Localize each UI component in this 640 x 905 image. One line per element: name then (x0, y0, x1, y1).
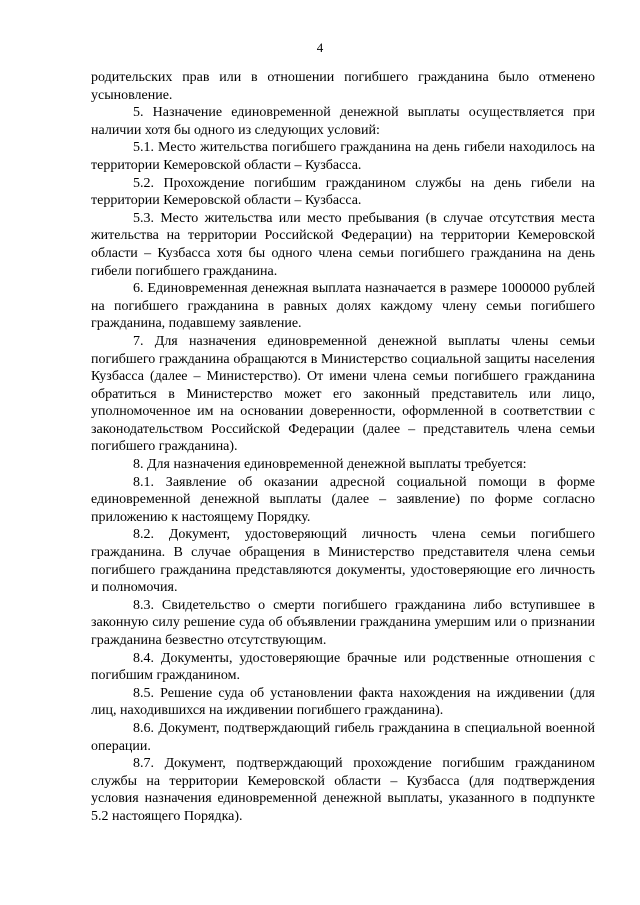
paragraph: 8.6. Документ, подтверждающий гибель гражданина в специальной военной операции. (91, 720, 595, 754)
paragraph: 8.2. Документ, удостоверяющий личность члена семьи погибшего гражданина. В случае обращения в Министерство представителя члена семьи погибшего гражданина представляются документы, удостоверяющие его личность и полномочия. (91, 527, 595, 596)
paragraph: 8. Для назначения единовременной денежной выплаты требуется: (133, 457, 527, 473)
paragraph: 5.2. Прохождение погибшим гражданином службы на день гибели на территории Кемеровской области – Кузбасса. (91, 175, 595, 209)
paragraph: 6. Единовременная денежная выплата назначается в размере 1000000 рублей на погибшего гражданина в равных долях каждому члену семьи погибшего гражданина, подавшему заявление. (91, 281, 595, 332)
paragraph: 5. Назначение единовременной денежной выплаты осуществляется при наличии хотя бы одного из следующих условий: (91, 105, 595, 138)
paragraph: 5.3. Место жительства или место пребывания (в случае отсутствия места жительства на территории Российской Федерации) на территории Кемеровской области – Кузбасса хотя бы одного члена семьи погибшего гражданина на день гибели погибшего гражданина. (91, 210, 595, 279)
paragraph: 5.1. Место жительства погибшего гражданина на день гибели находилось на территории Кемеровской области – Кузбасса. (91, 140, 595, 173)
page-number: 4 (316, 40, 324, 55)
paragraph: родительских прав или в отношении погибшего гражданина было отменено усыновление. (91, 70, 595, 103)
paragraph: 8.3. Свидетельство о смерти погибшего гражданина либо вступившее в законную силу решение суда об объявлении гражданина умершим или о признании гражданина безвестно отсутствующим. (91, 597, 595, 648)
paragraph: 8.4. Документы, удостоверяющие брачные или родственные отношения с погибшим гражданином. (91, 650, 595, 684)
paragraph: 7. Для назначения единовременной денежной выплаты члены семьи погибшего гражданина обращаются в Министерство социальной защиты населения Кузбасса (далее – Министерство). От имени члена семьи погибшего гражданина обратиться в Министерство может его законный представитель или лицо, уполномоченное им на основании доверенности, оформленной в соответствии с законодательством Российской Федерации (далее – представитель члена семьи погибшего гражданина). (91, 333, 595, 455)
paragraph: 8.5. Решение суда об установлении факта нахождения на иждивении (для лиц, находившихся на иждивении погибшего гражданина). (91, 685, 595, 719)
document-body (91, 69, 595, 826)
paragraph: 8.7. Документ, подтверждающий прохождение погибшим гражданином службы на территории Кемеровской области – Кузбасса (для подтверждения условия назначения единовременной денежной выплаты, указанного в подпункте 5.2 настоящего Порядка). (91, 756, 595, 824)
paragraph: 8.1. Заявление об оказании адресной социальной помощи в форме единовременной денежной выплаты (далее – заявление) по форме согласно приложению к настоящему Порядку. (91, 474, 595, 525)
